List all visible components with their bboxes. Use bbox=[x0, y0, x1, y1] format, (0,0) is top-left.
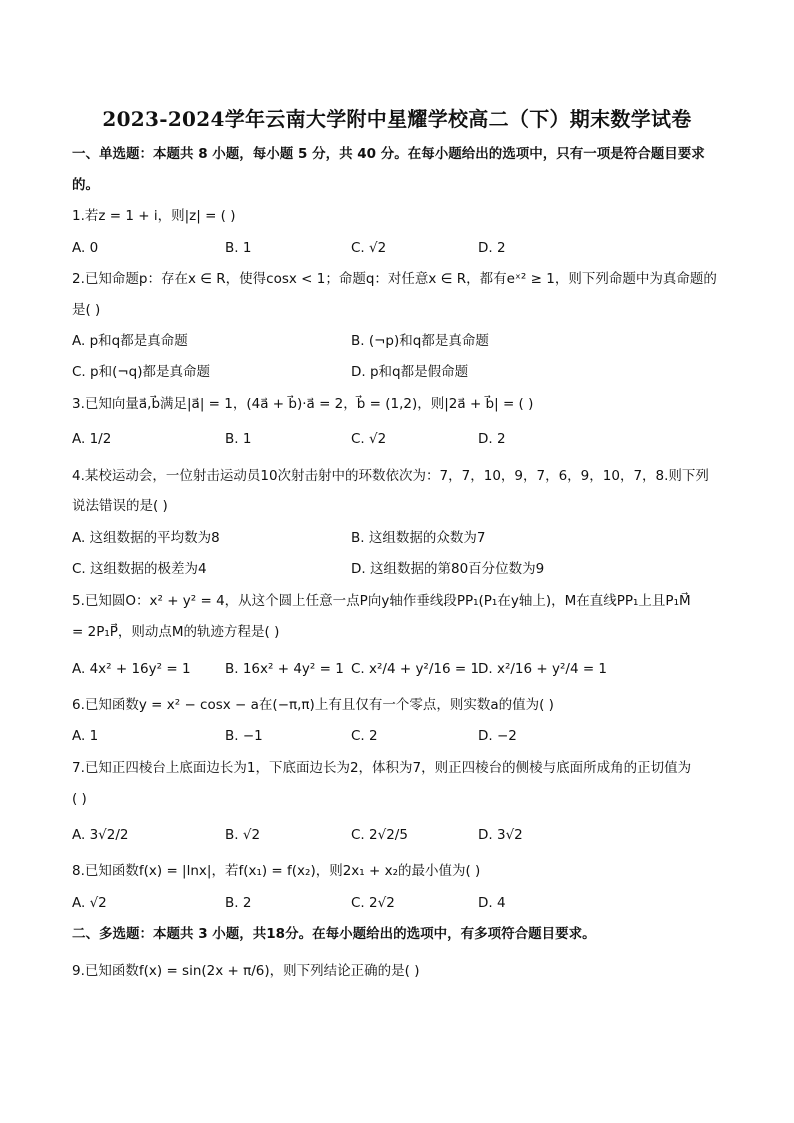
section1-heading: 一、单选题：本题共 8 小题，每小题 5 分，共 40 分。在每小题给出的选项中，只有一项是符合题目要求 bbox=[72, 146, 705, 162]
exam-title: 2023-2024学年云南大学附中星耀学校高二（下）期末数学试卷 bbox=[102, 107, 692, 131]
question-4-stem-cont: 说法错误的是( ) bbox=[72, 498, 168, 514]
question-2-stem-cont: 是( ) bbox=[72, 302, 101, 318]
question-1-option-b: B. 1 bbox=[225, 240, 252, 256]
question-2-option-d: D. p和q都是假命题 bbox=[351, 364, 469, 380]
question-5-option-a: A. 4x² + 16y² = 1 bbox=[72, 661, 191, 677]
question-2-option-a: A. p和q都是真命题 bbox=[72, 333, 188, 349]
question-6-option-d: D. −2 bbox=[478, 728, 517, 744]
question-9-stem: 9.已知函数f(x) = sin(2x + π/6)，则下列结论正确的是( ) bbox=[72, 963, 420, 979]
question-7-option-a: A. 3√2/2 bbox=[72, 827, 129, 843]
question-4-option-d: D. 这组数据的第80百分位数为9 bbox=[351, 561, 545, 577]
question-8-option-c: C. 2√2 bbox=[351, 895, 395, 911]
question-4-option-b: B. 这组数据的众数为7 bbox=[351, 530, 486, 546]
question-1-option-d: D. 2 bbox=[478, 240, 506, 256]
section1-heading-cont: 的。 bbox=[72, 177, 99, 193]
question-5-option-d: D. x²/16 + y²/4 = 1 bbox=[478, 661, 608, 677]
question-5-stem: 5.已知圆O：x² + y² = 4，从这个圆上任意一点P向y轴作垂线段PP₁(P₁在y轴上)，M在直线PP₁上且P₁M⃗ bbox=[72, 593, 691, 609]
question-6-stem: 6.已知函数y = x² − cosx − a在(−π,π)上有且仅有一个零点，则实数a的值为( ) bbox=[72, 697, 554, 713]
question-1-option-a: A. 0 bbox=[72, 240, 99, 256]
question-6-option-a: A. 1 bbox=[72, 728, 99, 744]
question-7-option-c: C. 2√2/5 bbox=[351, 827, 408, 843]
question-3-option-c: C. √2 bbox=[351, 431, 387, 447]
question-5-option-c: C. x²/4 + y²/16 = 1 bbox=[351, 661, 480, 677]
question-4-stem: 4.某校运动会，一位射击运动员10次射击射中的环数依次为：7，7，10，9，7，6，9，10，7，8.则下列 bbox=[72, 468, 709, 484]
question-8-option-a: A. √2 bbox=[72, 895, 107, 911]
question-3-option-b: B. 1 bbox=[225, 431, 252, 447]
section2-heading: 二、多选题：本题共 3 小题，共18分。在每小题给出的选项中，有多项符合题目要求。 bbox=[72, 926, 596, 942]
question-4-option-a: A. 这组数据的平均数为8 bbox=[72, 530, 220, 546]
question-5-stem-cont: = 2P₁P⃗，则动点M的轨迹方程是( ) bbox=[72, 624, 280, 640]
question-2-option-c: C. p和(¬q)都是真命题 bbox=[72, 364, 210, 380]
question-8-option-b: B. 2 bbox=[225, 895, 252, 911]
question-8-option-d: D. 4 bbox=[478, 895, 506, 911]
question-6-option-c: C. 2 bbox=[351, 728, 378, 744]
question-2-option-b: B. (¬p)和q都是真命题 bbox=[351, 333, 489, 349]
question-1-option-c: C. √2 bbox=[351, 240, 387, 256]
question-6-option-b: B. −1 bbox=[225, 728, 263, 744]
question-5-option-b: B. 16x² + 4y² = 1 bbox=[225, 661, 344, 677]
question-3-stem: 3.已知向量a⃗,b⃗满足|a⃗| = 1，(4a⃗ + b⃗)·a⃗ = 2，b⃗ = (1,2)，则|2a⃗ + b⃗| = ( ) bbox=[72, 396, 534, 412]
question-1-stem: 1.若z = 1 + i，则|z| = ( ) bbox=[72, 208, 236, 224]
question-7-option-b: B. √2 bbox=[225, 827, 261, 843]
question-7-stem: 7.已知正四棱台上底面边长为1，下底面边长为2，体积为7，则正四棱台的侧棱与底面所成角的正切值为 bbox=[72, 760, 692, 776]
question-3-option-a: A. 1/2 bbox=[72, 431, 112, 447]
question-2-stem: 2.已知命题p：存在x ∈ R，使得cosx < 1；命题q：对任意x ∈ R，都有eˣ² ≥ 1，则下列命题中为真命题的 bbox=[72, 271, 717, 287]
question-7-stem-cont: ( ) bbox=[72, 791, 87, 807]
question-4-option-c: C. 这组数据的极差为4 bbox=[72, 561, 207, 577]
question-7-option-d: D. 3√2 bbox=[478, 827, 523, 843]
question-3-option-d: D. 2 bbox=[478, 431, 506, 447]
question-8-stem: 8.已知函数f(x) = |lnx|，若f(x₁) = f(x₂)，则2x₁ + x₂的最小值为( ) bbox=[72, 863, 481, 879]
